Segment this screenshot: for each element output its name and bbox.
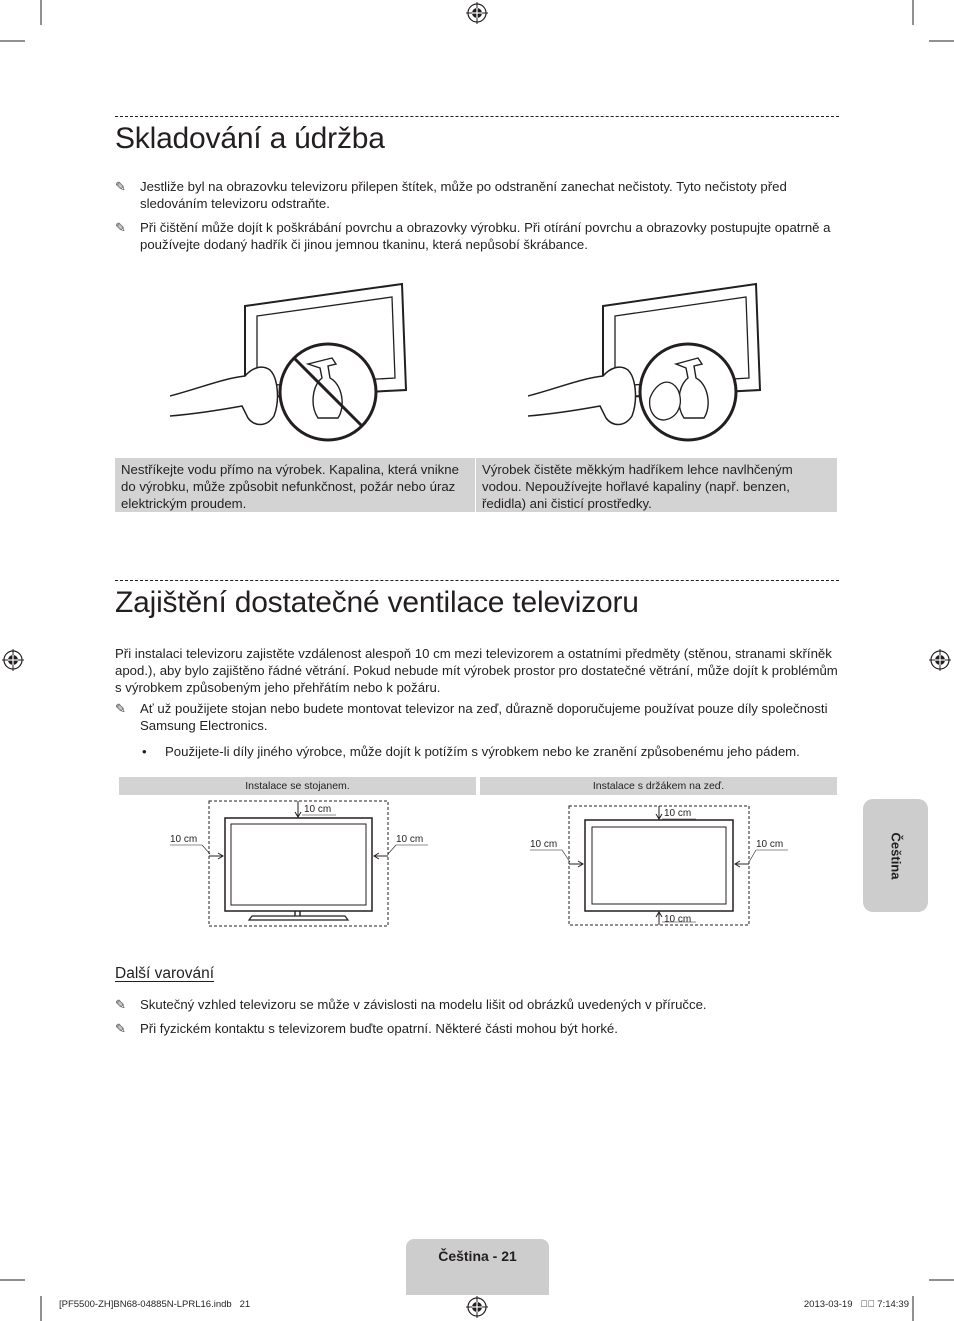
bullet-dot: • bbox=[142, 744, 147, 759]
registration-mark-icon bbox=[929, 649, 951, 671]
note-text: Jestliže byl na obrazovku televizoru přilepen štítek, může po odstranění zanechat nečistoty. Tyto nečistoty před sledováním televizoru odstraňte. bbox=[140, 179, 787, 211]
section-title-ventilation: Zajištění dostatečné ventilace televizoru bbox=[115, 586, 639, 619]
distance-label-left: 10 cm bbox=[530, 839, 558, 850]
page-number-label: Čeština - 21 bbox=[438, 1248, 517, 1264]
note-pencil-icon: ✎ bbox=[115, 179, 126, 194]
bullet-text: Použijete-li díly jiného výrobce, může dojít k potížím s výrobkem nebo ke zranění způsobenému jeho pádem. bbox=[165, 744, 800, 759]
language-side-tab-label: Čeština bbox=[888, 832, 903, 879]
note-item bbox=[115, 1020, 839, 1037]
registration-mark-icon bbox=[466, 2, 488, 24]
distance-label-right: 10 cm bbox=[396, 834, 424, 845]
subheading-other-warnings: Další varování bbox=[115, 965, 215, 982]
registration-mark-icon bbox=[2, 649, 24, 671]
label-stand-installation: Instalace se stojanem. bbox=[119, 777, 476, 795]
registration-mark-icon bbox=[466, 1296, 488, 1318]
note-item bbox=[115, 219, 839, 253]
note-pencil-icon: ✎ bbox=[115, 701, 126, 716]
footer-file-info: [PF5500-ZH]BN68-04885N-LPRL16.indb 21 bbox=[59, 1299, 251, 1310]
note-item bbox=[115, 996, 839, 1013]
note-text: Skutečný vzhled televizoru se může v závislosti na modelu lišit od obrázků uvedených v příručce. bbox=[140, 997, 707, 1012]
note-item bbox=[115, 700, 839, 734]
caption-soft-cloth: Výrobek čistěte měkkým hadříkem lehce navlhčeným vodou. Nepoužívejte hořlavé kapaliny (např. benzen, ředidla) ani čisticí prostředky. bbox=[476, 458, 837, 512]
caption-no-spray: Nestříkejte vodu přímo na výrobek. Kapalina, která vnikne do výrobku, může způsobit nefunkčnost, požár nebo úraz elektrickým proudem. bbox=[115, 458, 475, 512]
distance-label-right: 10 cm bbox=[756, 839, 784, 850]
note-text: Při fyzickém kontaktu s televizorem buďte opatrní. Některé části mohou být horké. bbox=[140, 1021, 618, 1036]
note-pencil-icon: ✎ bbox=[115, 220, 126, 235]
section-divider bbox=[115, 580, 839, 581]
footer-timestamp: 2013-03-19 ￿￿ 7:14:39 bbox=[803, 1299, 909, 1310]
note-item bbox=[115, 178, 839, 212]
diagram-wall-installation bbox=[520, 796, 800, 930]
distance-label-top: 10 cm bbox=[304, 804, 332, 815]
note-pencil-icon: ✎ bbox=[115, 997, 126, 1012]
language-side-tab bbox=[863, 799, 928, 912]
illustration-soft-cloth bbox=[528, 278, 768, 446]
diagram-stand-installation bbox=[160, 796, 440, 930]
section-divider bbox=[115, 116, 839, 117]
note-pencil-icon: ✎ bbox=[115, 1021, 126, 1036]
note-text: Při čištění může dojít k poškrábání povrchu a obrazovky výrobku. Při otírání povrchu a obrazovky postupujte opatrně a používejte dodaný hadřík či jinou jemnou tkaninu, která nepůsobí škrábance. bbox=[140, 220, 831, 252]
illustration-no-spray bbox=[170, 278, 410, 446]
distance-label-left: 10 cm bbox=[170, 834, 198, 845]
bullet-item bbox=[142, 743, 839, 760]
distance-label-bottom: 10 cm bbox=[664, 914, 692, 925]
label-wall-installation: Instalace s držákem na zeď. bbox=[480, 777, 837, 795]
distance-label-top: 10 cm bbox=[664, 808, 692, 819]
note-text: Ať už použijete stojan nebo budete montovat televizor na zeď, důrazně doporučujeme používat pouze díly společnosti Samsung Electronics. bbox=[140, 701, 828, 733]
section-title-storage: Skladování a údržba bbox=[115, 122, 385, 155]
ventilation-paragraph: Při instalaci televizoru zajistěte vzdálenost alespoň 10 cm mezi televizorem a ostatními předměty (stěnou, stranami skříněk apod.), aby bylo zajištěno řádné větrání. Pokud nebude mít výrobek prostor pro dostatečné větrání, může dojít k problémům s výrobkem způsobeným jeho přehřátím nebo k požáru. bbox=[115, 646, 838, 695]
page-number-tab bbox=[406, 1239, 549, 1295]
